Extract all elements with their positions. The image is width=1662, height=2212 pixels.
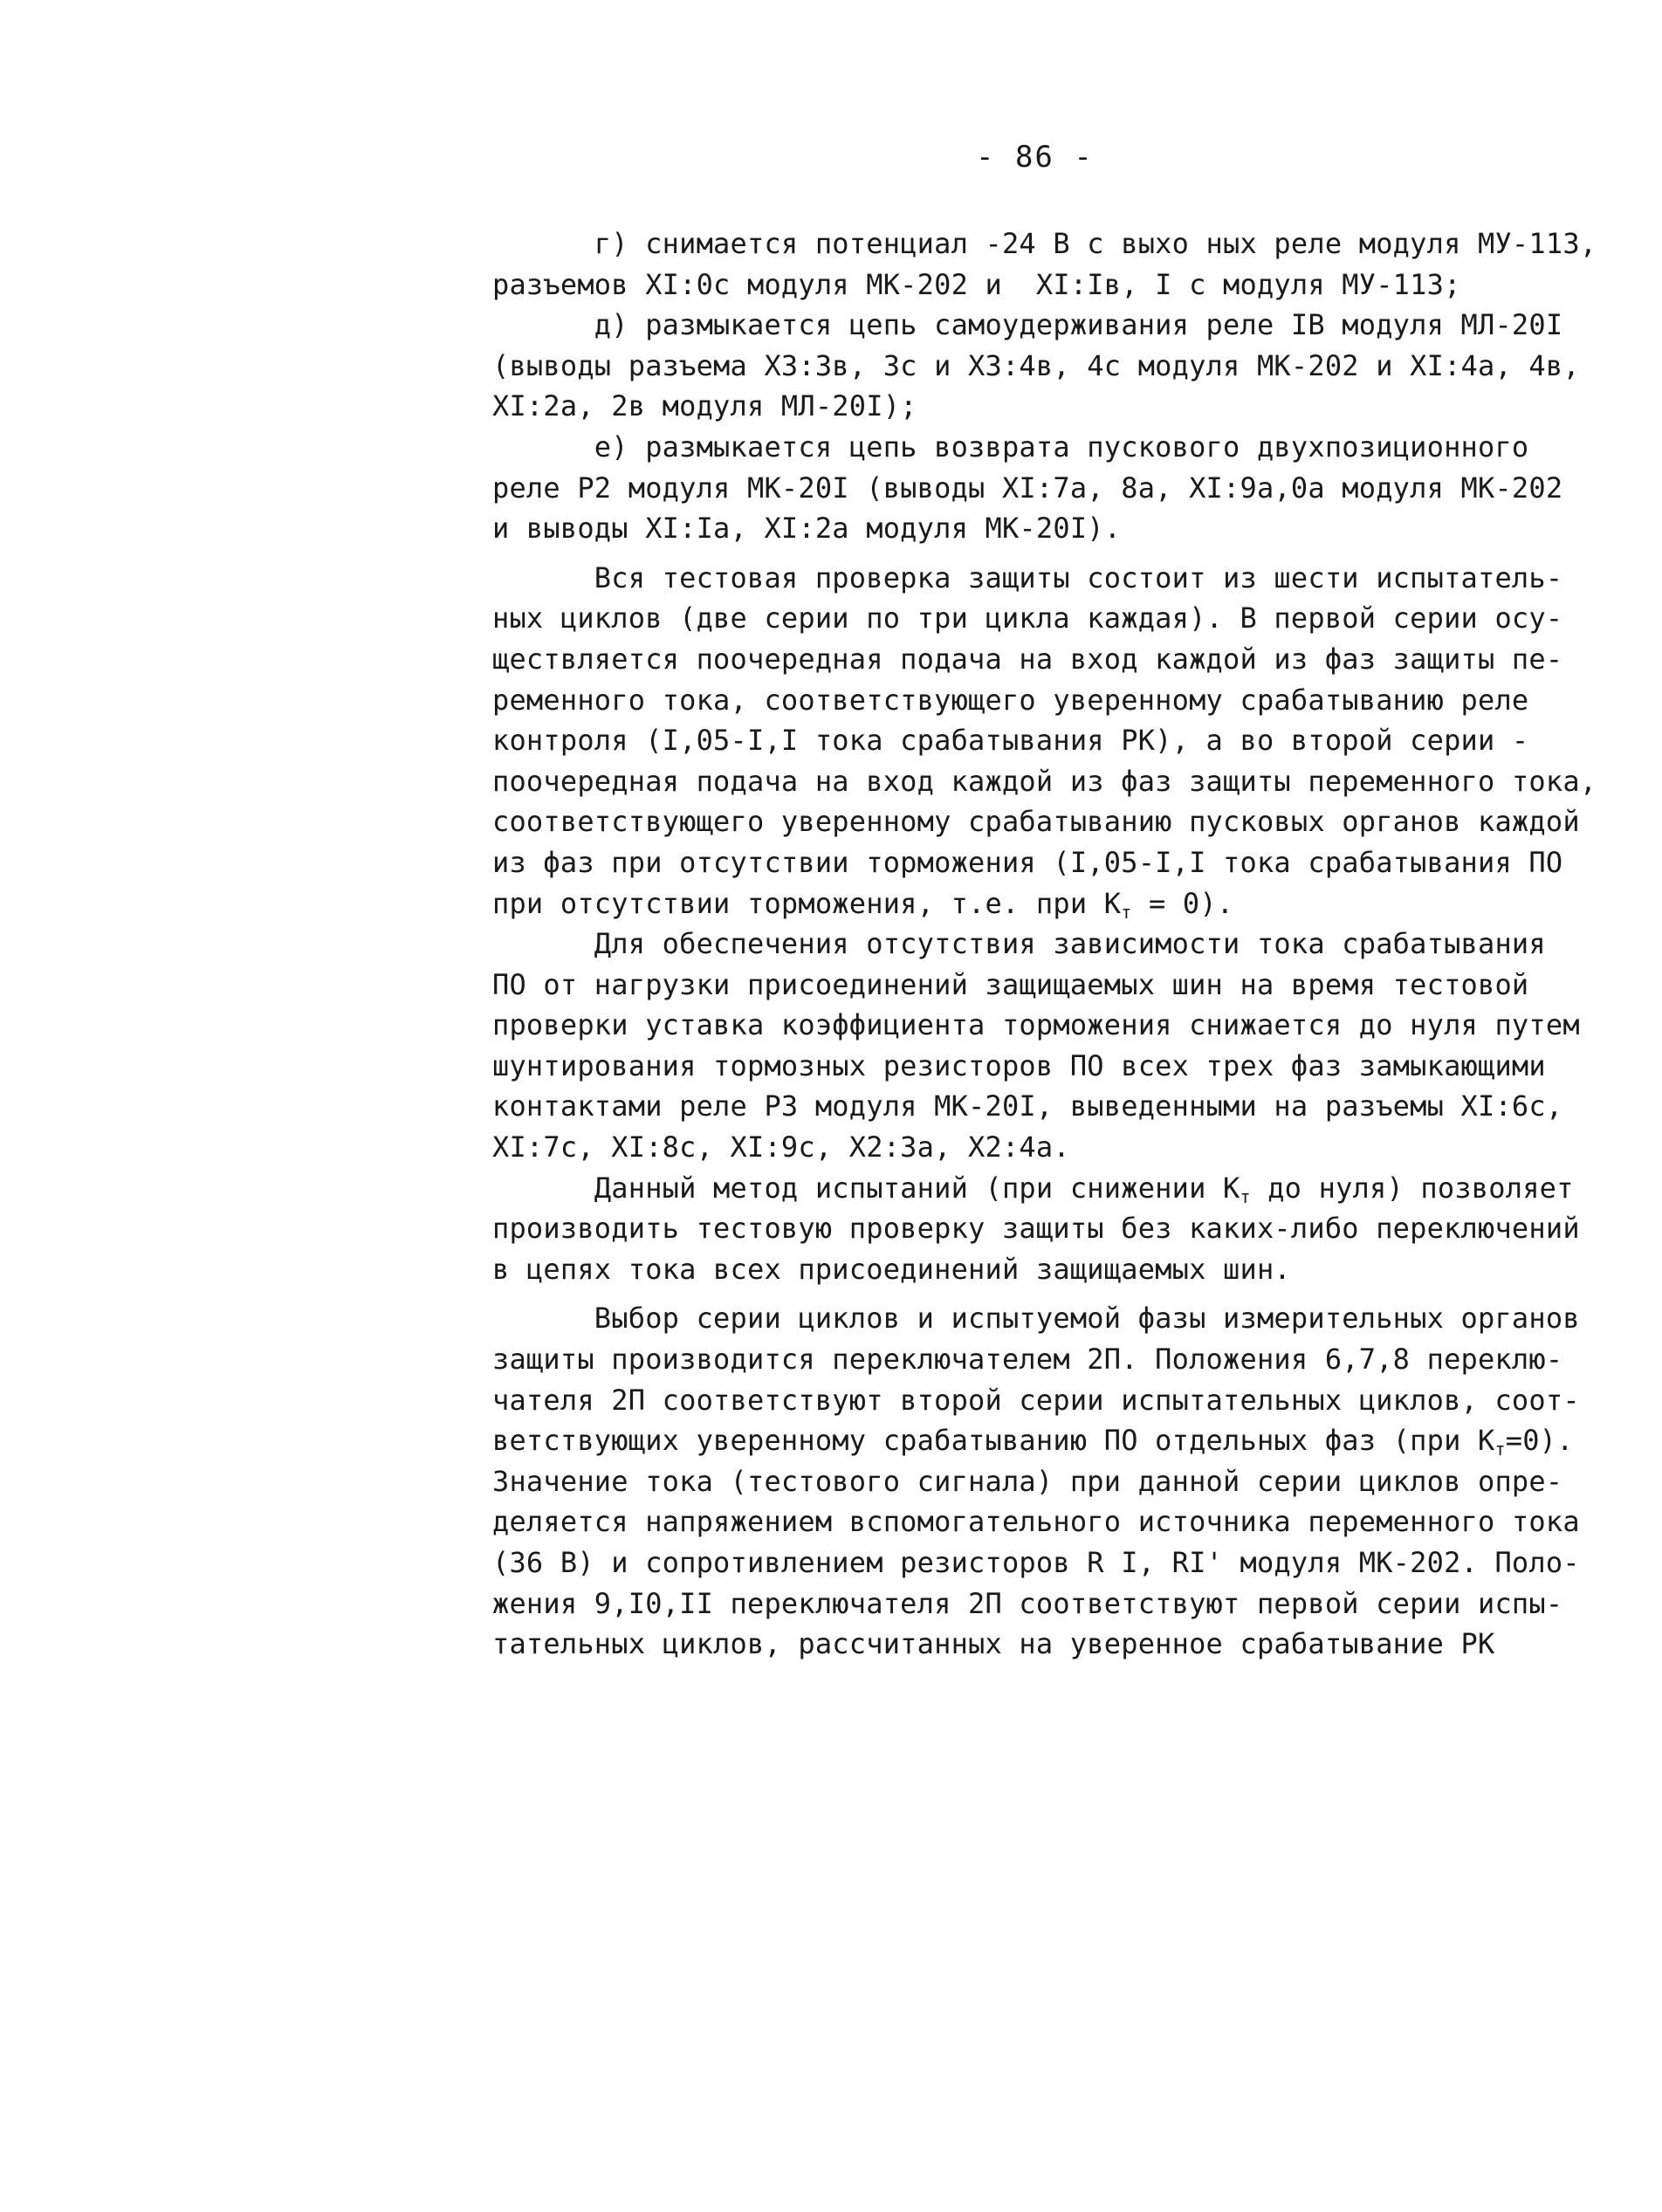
paragraph-choice	[492, 1298, 1610, 1664]
text-line: реле Р2 модуля МК-20I (выводы ХI:7а, 8а, ХI:9а,0а модуля МК-202	[492, 471, 1563, 505]
text-line: и выводы ХI:Iа, ХI:2а модуля МК-20I).	[492, 512, 1122, 546]
text-line: г) снимается потенциал -24 В с выхо ных реле модуля МУ-113,	[492, 227, 1597, 260]
text-line-with-subscript	[492, 883, 1610, 924]
text-line: шунтирования тормозных резисторов ПО всех трех фаз замыкающими	[492, 1048, 1546, 1082]
text-line: контактами реле Р3 модуля МК-20I, выведенными на разъемы ХI:6с,	[492, 1089, 1563, 1123]
text-line: тательных циклов, рассчитанных на уверенное срабатывание РК	[492, 1627, 1495, 1661]
text-line: Значение тока (тестового сигнала) при данной серии циклов опре-	[492, 1464, 1563, 1498]
text-line-with-subscript	[492, 1420, 1610, 1461]
document-body	[492, 223, 1610, 1665]
paragraph-e	[492, 427, 1610, 549]
text-line: ХI:7с, ХI:8с, ХI:9с, Х2:3а, Х2:4а.	[492, 1130, 1070, 1164]
text-line: ПО от нагрузки присоединений защищаемых шин на время тестовой	[492, 967, 1529, 1001]
text-line: контроля (I,05-I,I тока срабатывания РК), а во второй серии -	[492, 724, 1529, 758]
text-line: проверки уставка коэффициента торможения снижается до нуля путем	[492, 1008, 1580, 1042]
text-segment: = 0).	[1131, 886, 1234, 920]
paragraph-method	[492, 1168, 1610, 1290]
text-segment: ветствующих уверенному срабатыванию ПО отдельных фаз (при К	[492, 1424, 1495, 1458]
text-line: (выводы разъема Х3:3в, 3с и Х3:4в, 4с модуля МК-202 и ХI:4а, 4в,	[492, 348, 1580, 382]
text-line: деляется напряжением вспомогательного источника переменного тока	[492, 1505, 1580, 1539]
text-line: производить тестовую проверку защиты без каких-либо переключений	[492, 1212, 1580, 1246]
text-line: ществляется поочередная подача на вход каждой из фаз защиты пе-	[492, 642, 1563, 676]
text-line: в цепях тока всех присоединений защищаемых шин.	[492, 1252, 1291, 1286]
text-line: ных циклов (две серии по три цикла каждая). В первой серии осу-	[492, 601, 1563, 635]
text-segment: до нуля) позволяет	[1250, 1171, 1574, 1205]
text-line: д) размыкается цепь самоудерживания реле IВ модуля МЛ-20I	[492, 308, 1563, 342]
text-line: Выбор серии циклов и испытуемой фазы измерительных органов	[492, 1302, 1580, 1336]
subscript-t: т	[1240, 1185, 1251, 1207]
text-segment: при отсутствии торможения, т.е. при К	[492, 886, 1122, 920]
paragraph-d	[492, 305, 1610, 427]
text-line: разъемов ХI:0с модуля МК-202 и ХI:Iв, I с модуля МУ-113;	[492, 267, 1461, 301]
subscript-t: т	[1494, 1439, 1506, 1460]
text-line: е) размыкается цепь возврата пускового двухпозиционного	[492, 429, 1529, 464]
text-line: Для обеспечения отсутствия зависимости тока срабатывания	[492, 927, 1546, 961]
text-line: жения 9,I0,II переключателя 2П соответствуют первой серии испы-	[492, 1586, 1563, 1620]
text-segment: Данный метод испытаний (при снижении К	[492, 1171, 1240, 1205]
text-line: чателя 2П соответствуют второй серии испытательных циклов, соот-	[492, 1383, 1580, 1417]
text-line: Вся тестовая проверка защиты состоит из шести испытатель-	[492, 560, 1563, 594]
text-line: из фаз при отсутствии торможения (I,05-I,I тока срабатывания ПО	[492, 845, 1563, 879]
subscript-t: т	[1121, 901, 1132, 923]
text-line: защиты производится переключателем 2П. Положения 6,7,8 переклю-	[492, 1343, 1563, 1377]
text-line: соответствующего уверенному срабатыванию пусковых органов каждой	[492, 805, 1580, 839]
paragraph-g	[492, 223, 1610, 305]
text-line-with-subscript	[492, 1168, 1610, 1209]
text-line: ХI:2а, 2в модуля МЛ-20I);	[492, 389, 917, 423]
page-number: - 86 -	[976, 140, 1094, 175]
paragraph-test	[492, 558, 1610, 924]
text-line: (36 В) и сопротивлением резисторов R I, RI' модуля МК-202. Поло-	[492, 1546, 1580, 1579]
text-line: поочередная подача на вход каждой из фаз защиты переменного тока,	[492, 764, 1597, 798]
paragraph-ensure	[492, 924, 1610, 1168]
text-segment: =0).	[1505, 1424, 1574, 1458]
text-line: ременного тока, соответствующего уверенному срабатыванию реле	[492, 683, 1529, 717]
